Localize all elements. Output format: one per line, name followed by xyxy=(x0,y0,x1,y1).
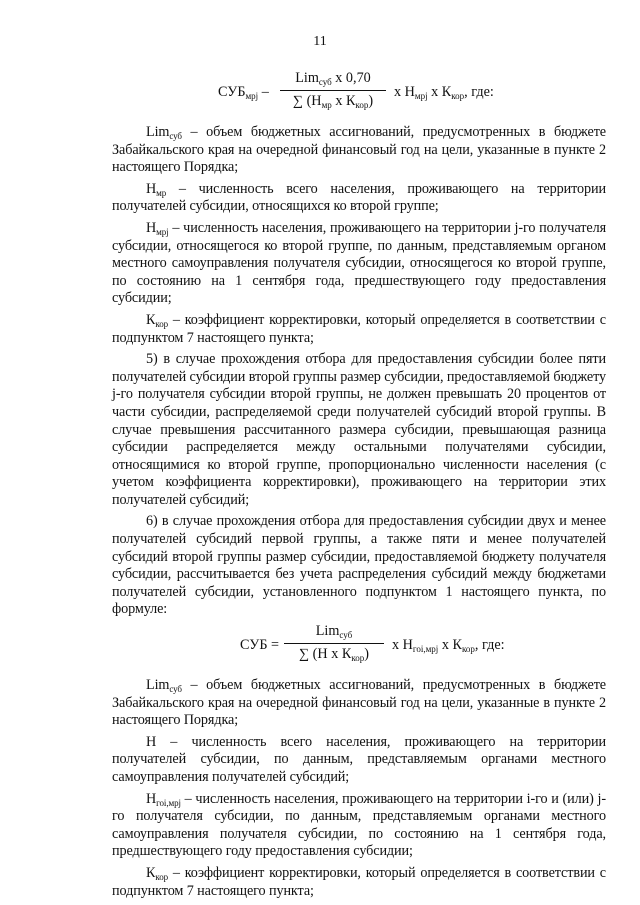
definition-k-kor: $К_{кор}$ – коэффициент корректировки, который определяется в соответствии с подпунктом 7 настоящего пункта; xyxy=(112,311,606,346)
definition-n: Н – численность всего населения, проживающего на территории получателей субсидии, по данным, представляемым органами местного самоуправления получателей субсидий; xyxy=(112,733,606,785)
fraction-bar xyxy=(280,90,386,91)
formula1-fraction xyxy=(280,70,386,110)
formula1-lhs: $СУБ_{мрj}$ – xyxy=(218,84,269,101)
definition-n-mr: $Н_{мр}$ – численность всего населения, проживающего на территории получателей субсидии, относящихся ко второй группе; xyxy=(112,180,606,215)
formula-sub-group2 xyxy=(112,70,606,120)
definition-n-mrj: $Н_{мрj}$ – численность населения, проживающего на территории j-го получателя субсидии, относящегося ко второй группе, по данным, представляемым органом местного самоуправления получателя субсидии, относящегося ко второй группе, по состоянию на 1 сентября года, предшествующего году предоставления субсидии; xyxy=(112,219,606,307)
page-body xyxy=(112,70,606,904)
page-number: 11 xyxy=(313,34,327,49)
formula1-numerator: Lim$_{суб}$ x 0,70 xyxy=(295,70,371,87)
formula2-numerator: Lim$_{суб}$ xyxy=(315,623,353,641)
formula2-denominator: ∑ (Н x $К_{кор}$) xyxy=(299,646,369,664)
formula1-denominator: ∑ ($Н_{мр}$ x $К_{кор}$) xyxy=(292,93,374,110)
formula1-rhs: x $Н_{мрj}$ x $К_{кор}$, где: xyxy=(394,84,494,101)
definition-n-goi-mrj: $Н_{гоi,мрj}$ – численность населения, проживающего на территории i-го и (или) j-го получателя субсидии, по данным, представляемым органами местного самоуправления получателя субсидии, по состоянию на 1 сентября года, предшествующего году предоставления субсидии; xyxy=(112,790,606,860)
formula2-lhs: СУБ = xyxy=(240,637,280,654)
definition-k-kor-2: $К_{кор}$ – коэффициент корректировки, который определяется в соответствии с подпунктом 7 настоящего пункта; xyxy=(112,864,606,899)
subparagraph-5: 5) в случае прохождения отбора для предоставления субсидии более пяти получателей субсидии второй группы размер субсидии, предоставляемой бюджету j-го получателя субсидии второй группы, не должен превышать 20 процентов от части субсидии, распределяемой среди получателей субсидий второй группы. В случае превышения рассчитанного размера субсидии, превышающая разница субсидии распределяется между остальными получателями субсидии, относящимися ко второй группе, пропорционально численности населения (с учетом коэффициента корректировки), проживающего на территории этих получателей субсидий; xyxy=(112,351,606,508)
formula-sub-single xyxy=(112,623,606,673)
fraction-bar xyxy=(284,643,384,644)
definition-lim-2: Lim$_{суб}$ – объем бюджетных ассигнований, предусмотренных в бюджете Забайкальского края на очередной финансовый год на цели, указанные в пункте 2 настоящего Порядка; xyxy=(112,677,606,729)
formula2-rhs: x $Н_{гоi,мрj}$ x $К_{кор}$, где: xyxy=(392,637,505,655)
definition-lim: Lim$_{суб}$ – объем бюджетных ассигнований, предусмотренных в бюджете Забайкальского края на очередной финансовый год на цели, указанные в пункте 2 настоящего Порядка; xyxy=(112,124,606,176)
formula2-fraction xyxy=(284,623,384,663)
subparagraph-6: 6) в случае прохождения отбора для предоставления субсидии двух и менее получателей субсидий первой группы, а также пяти и менее получателей субсидий второй группы размер субсидии, предоставляемой бюджету получателя субсидии, рассчитывается без учета распределения субсидий между бюджетами получателей субсидии, установленного подпунктом 1 настоящего пункта, по формуле: xyxy=(112,513,606,618)
